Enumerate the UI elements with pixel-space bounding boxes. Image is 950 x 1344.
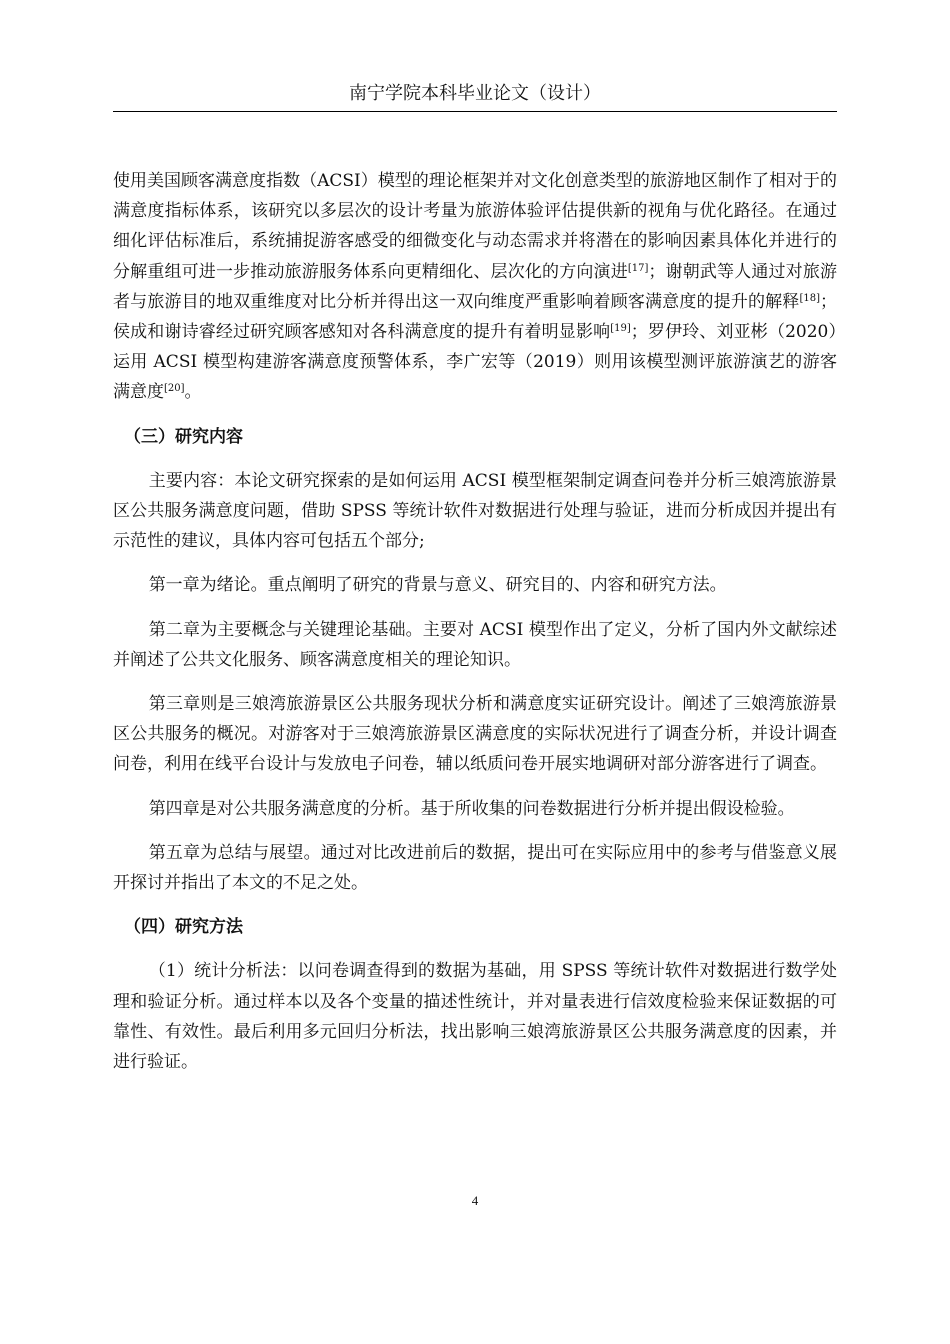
intro-text-3: ；侯成和谢诗睿经过研究顾客感知对各科满意度的提升有着明显影响 <box>113 291 837 343</box>
citation-20: [20] <box>164 383 185 395</box>
paragraph-chapter-5: 第五章为总结与展望。通过对比改进前后的数据，提出可在实际应用中的参考与借鉴意义展开探讨并指出了本文的不足之处。 <box>113 842 837 894</box>
intro-text-2: ；谢朝武等人通过对旅游者与旅游目的地双重维度对比分析并得出这一双向维度严重影响着顾客满意度的提升的解释 <box>113 261 838 312</box>
running-header: 南宁学院本科毕业论文（设计） <box>349 83 601 104</box>
paragraph-main-content: 主要内容：本论文研究探索的是如何运用 ACSI 模型框架制定调查问卷并分析三娘湾旅游景区公共服务满意度问题，借助 SPSS 等统计软件对数据进行处理与验证，进而分析成因并提出有示范性的建议，具体内容可包括五个部分; <box>113 470 837 552</box>
paragraph-chapter-2: 第二章为主要概念与关键理论基础。主要对 ACSI 模型作出了定义，分析了国内外文献综述并阐述了公共文化服务、顾客满意度相关的理论知识。 <box>113 619 837 670</box>
paragraph-chapter-1: 第一章为绪论。重点阐明了研究的背景与意义、研究目的、内容和研究方法。 <box>148 575 727 596</box>
intro-text-5: 。 <box>184 382 202 403</box>
paragraph-chapter-3: 第三章则是三娘湾旅游景区公共服务现状分析和满意度实证研究设计。阐述了三娘湾旅游景区公共服务的概况。对游客对于三娘湾旅游景区满意度的实际状况进行了调查分析，并设计调查问卷，利用在线平台设计与发放电子问卷，辅以纸质问卷开展实地调研对部分游客进行了调查。 <box>113 694 837 775</box>
page-number: 4 <box>471 1193 479 1208</box>
header-rule <box>113 111 837 112</box>
citation-17: [17] <box>627 262 649 274</box>
intro-text-1: 使用美国顾客满意度指数（ACSI）模型的理论框架并对文化创意类型的旅游地区制作了相对于的满意度指标体系，该研究以多层次的设计考量为旅游体验评估提供新的视角与优化路径。在通过细化评估标准后，系统捕捉游客感受的细微变化与动态需求并将潜在的影响因素具体化并进行的分解重组可进一步推动旅游服务体系向更精细化、层次化的方向演进 <box>113 171 837 282</box>
citation-19: [19] <box>610 323 631 335</box>
paragraph-statistical-method: （1）统计分析法：以问卷调查得到的数据为基础，用 SPSS 等统计软件对数据进行数学处理和验证分析。通过样本以及各个变量的描述性统计，并对量表进行信效度检验来保证数据的可靠性、有效性。最后利用多元回归分析法，找出影响三娘湾旅游景区公共服务满意度的因素，并进行验证。 <box>113 961 837 1073</box>
paragraph-chapter-4: 第四章是对公共服务满意度的分析。基于所收集的问卷数据进行分析并提出假设检验。 <box>148 798 795 819</box>
section-heading-research-content: （三）研究内容 <box>124 426 243 447</box>
intro-paragraph <box>113 166 837 408</box>
section-heading-research-methods: （四）研究方法 <box>124 917 243 938</box>
intro-text-4: ；罗伊玲、刘亚彬（2020）运用 ACSI 模型构建游客满意度预警体系，李广宏等（2019）则用该模型测评旅游演艺的游客满意度 <box>113 322 838 403</box>
citation-18: [18] <box>799 292 820 304</box>
page-body <box>113 166 837 1077</box>
